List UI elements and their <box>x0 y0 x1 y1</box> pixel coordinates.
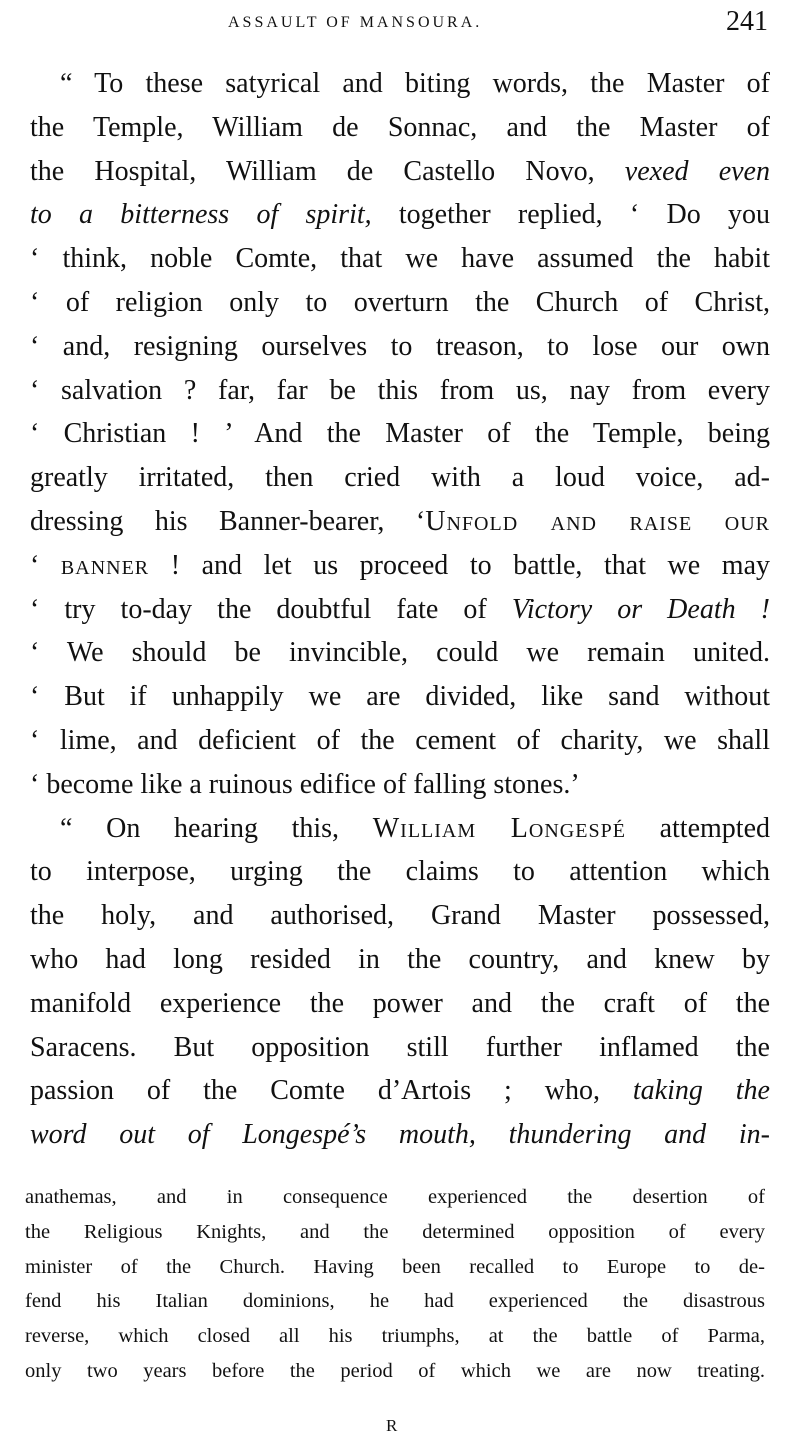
text-line: ‘ salvation ? far, far be this from us, nay from every <box>30 374 770 406</box>
footnote-line: the Religious Knights, and the determined opposition of every <box>25 1220 765 1243</box>
text-line: ‘ try to-day the doubtful fate of Victory or Death ! <box>30 593 770 625</box>
text-line: ‘ become like a ruinous edifice of falling stones.’ <box>30 768 580 800</box>
footnote-line: reverse, which closed all his triumphs, at the battle of Parma, <box>25 1325 765 1348</box>
text-line: the Temple, William de Sonnac, and the Master of <box>30 111 770 143</box>
text-line: Saracens. But opposition still further inflamed the <box>30 1031 770 1063</box>
text-line: greatly irritated, then cried with a loud voice, ad- <box>30 462 770 494</box>
text-line: to a bitterness of spirit, together replied, ‘ Do you <box>30 199 770 231</box>
text-line: ‘ think, noble Comte, that we have assumed the habit <box>30 243 770 275</box>
italic-phrase: taking the <box>632 1075 770 1107</box>
footnote <box>25 1180 765 1389</box>
text-line: “ To these satyrical and biting words, the Master of <box>60 68 770 99</box>
small-caps-phrase: banner <box>60 549 150 581</box>
running-head <box>0 6 800 42</box>
italic-phrase: vexed even <box>624 155 770 187</box>
italic-phrase: word out of Longespé’s mouth, thundering and in- <box>30 1119 770 1151</box>
page-number: 241 <box>726 6 768 37</box>
footnote-line: fend his Italian dominions, he had experienced the disastrous <box>25 1290 765 1313</box>
text-line: ‘ and, resigning ourselves to treason, to lose our own <box>30 330 770 362</box>
text-line: ‘ We should be invincible, could we remain united. <box>30 637 770 669</box>
small-caps-phrase: Unfold and raise our <box>425 505 770 537</box>
text-line: ‘ banner ! and let us proceed to battle, that we may <box>30 549 770 581</box>
text-line: “ On hearing this, William Longespé attempted <box>60 812 771 844</box>
text-line: passion of the Comte d’Artois ; who, taking the <box>30 1075 770 1107</box>
text-line: dressing his Banner-bearer, ‘Unfold and raise our <box>30 505 770 537</box>
italic-phrase: to a bitterness of spirit, <box>30 199 372 231</box>
footnote-line: anathemas, and in consequence experienced the desertion of <box>25 1186 765 1208</box>
text-line: ‘ Christian ! ’ And the Master of the Temple, being <box>30 418 770 450</box>
footnote-line: only two years before the period of which we are now treating. <box>25 1359 765 1382</box>
footnote-line: minister of the Church. Having been recalled to Europe to de- <box>25 1255 765 1278</box>
text-line: who had long resided in the country, and knew by <box>30 943 770 975</box>
main-text <box>30 62 770 1157</box>
text-line: the Hospital, William de Castello Novo, vexed even <box>30 155 770 187</box>
running-title: ASSAULT OF MANSOURA. <box>228 14 483 31</box>
italic-phrase: Victory or Death ! <box>511 593 770 625</box>
small-caps-phrase: William Longespé <box>372 812 626 844</box>
text-line <box>30 1113 770 1157</box>
text-line: to interpose, urging the claims to attention which <box>30 856 770 888</box>
text-line: ‘ lime, and deficient of the cement of charity, we shall <box>30 724 770 756</box>
text-line: ‘ But if unhappily we are divided, like sand without <box>30 681 770 713</box>
text-line: the holy, and authorised, Grand Master possessed, <box>30 900 770 932</box>
text-line: manifold experience the power and the craft of the <box>30 987 770 1019</box>
text-line: ‘ of religion only to overturn the Church of Christ, <box>30 286 770 318</box>
signature-mark: R <box>386 1416 398 1435</box>
